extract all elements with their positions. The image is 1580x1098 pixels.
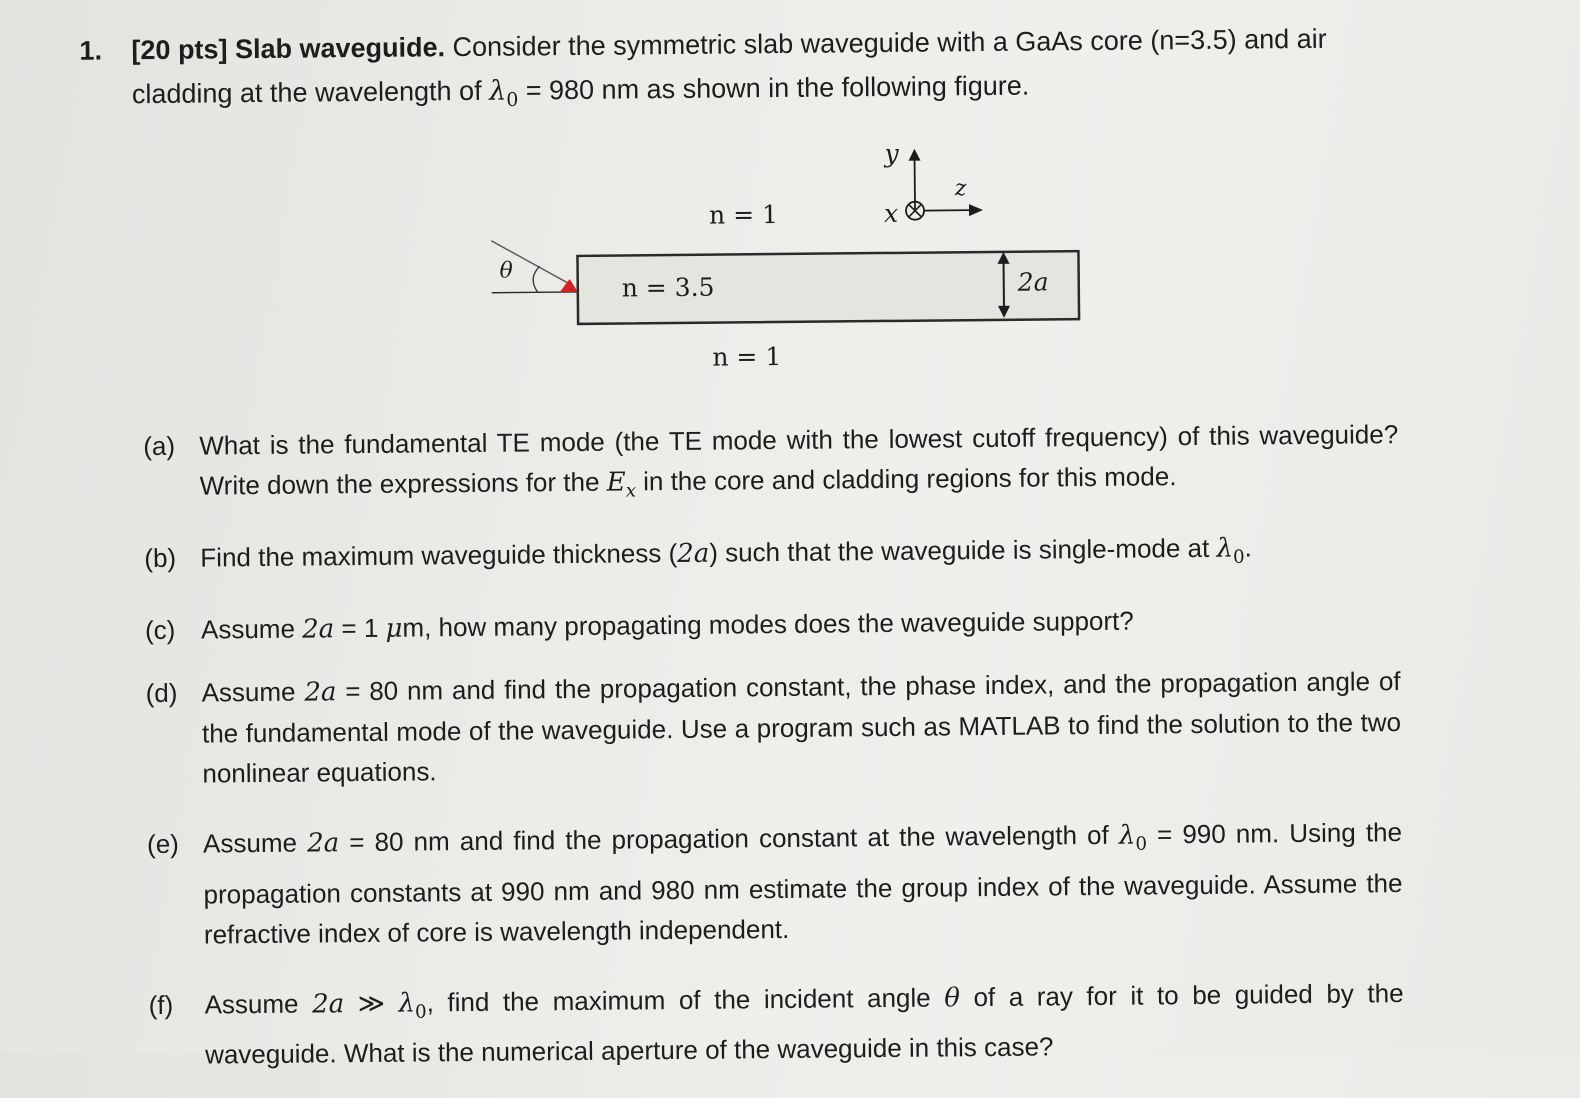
axis-z-label: z bbox=[955, 176, 967, 201]
part-c bbox=[145, 598, 1400, 651]
waveguide-figure bbox=[476, 137, 1118, 393]
bottom-cladding-index: n = 1 bbox=[712, 342, 781, 372]
core-index: n = 3.5 bbox=[622, 273, 715, 303]
incident-marker-icon bbox=[560, 279, 578, 292]
axis-y-label: y bbox=[884, 139, 898, 168]
lambda-symbol: λ bbox=[489, 76, 506, 107]
part-b bbox=[144, 526, 1399, 588]
y-axis-arrow-icon bbox=[908, 149, 920, 161]
question-1-header bbox=[79, 16, 1400, 126]
part-text: Find the maximum waveguide thickness (2a) such that the waveguide is single-mode at $\lambda_0$. bbox=[200, 526, 1399, 588]
part-d bbox=[145, 661, 1401, 794]
top-cladding-index: n = 1 bbox=[709, 200, 778, 230]
part-label: (f) bbox=[148, 984, 173, 1024]
lambda-subscript: 0 bbox=[506, 89, 518, 111]
part-label: (a) bbox=[143, 426, 175, 466]
thickness-label: 2a bbox=[1018, 267, 1049, 296]
question-number: 1. bbox=[79, 28, 102, 72]
question-points: [20 pts] bbox=[131, 34, 227, 65]
part-label: (d) bbox=[145, 673, 177, 713]
part-e bbox=[147, 812, 1403, 954]
part-f bbox=[148, 973, 1404, 1075]
question-title: Slab waveguide. bbox=[235, 32, 445, 64]
part-text: What is the fundamental TE mode (the TE mode with the lowest cutoff frequency) of this waveguide? Write down the expressions for the $E_x$ in the core and cladding regions for this mode. bbox=[199, 414, 1399, 516]
part-label: (b) bbox=[144, 538, 176, 578]
question-parts bbox=[143, 414, 1404, 1097]
part-text: Assume 2a = 1 μm, how many propagating modes does the waveguide support? bbox=[201, 598, 1400, 651]
part-label: (c) bbox=[145, 610, 176, 650]
part-a bbox=[143, 414, 1399, 516]
angle-arc bbox=[533, 266, 540, 292]
part-text: Assume 2a = 80 nm and find the propagation constant, the phase index, and the propagation angle of the fundamental mode of the waveguide. Use a program such as MATLAB to find the solution to the two nonlinear equations. bbox=[201, 661, 1401, 794]
intro-equation: = 980 nm as shown in the following figure. bbox=[518, 71, 1029, 106]
waveguide-diagram bbox=[476, 137, 1118, 393]
part-text: Assume 2a ≫ $\lambda_0$, find the maximum of the incident angle θ of a ray for it to be guided by the waveguide. What is the numerical aperture of the waveguide in this case? bbox=[204, 973, 1404, 1075]
axis-x-label: x bbox=[884, 199, 898, 228]
intro-text: Consider the symmetric slab waveguide with a GaAs core (n=3.5) and air cladding at the wavelength of bbox=[132, 24, 1327, 109]
part-label: (e) bbox=[147, 824, 179, 864]
part-text: Assume 2a = 80 nm and find the propagation constant at the wavelength of $\lambda_0 = 990$ nm. Using the propagation constants at 990 nm and 980 nm estimate the group index of the waveguide. Assume the refractive index of core is wavelength independent. bbox=[203, 812, 1403, 954]
question-intro bbox=[131, 16, 1400, 126]
z-axis-arrow-icon bbox=[969, 204, 983, 216]
theta-label: θ bbox=[499, 259, 512, 284]
